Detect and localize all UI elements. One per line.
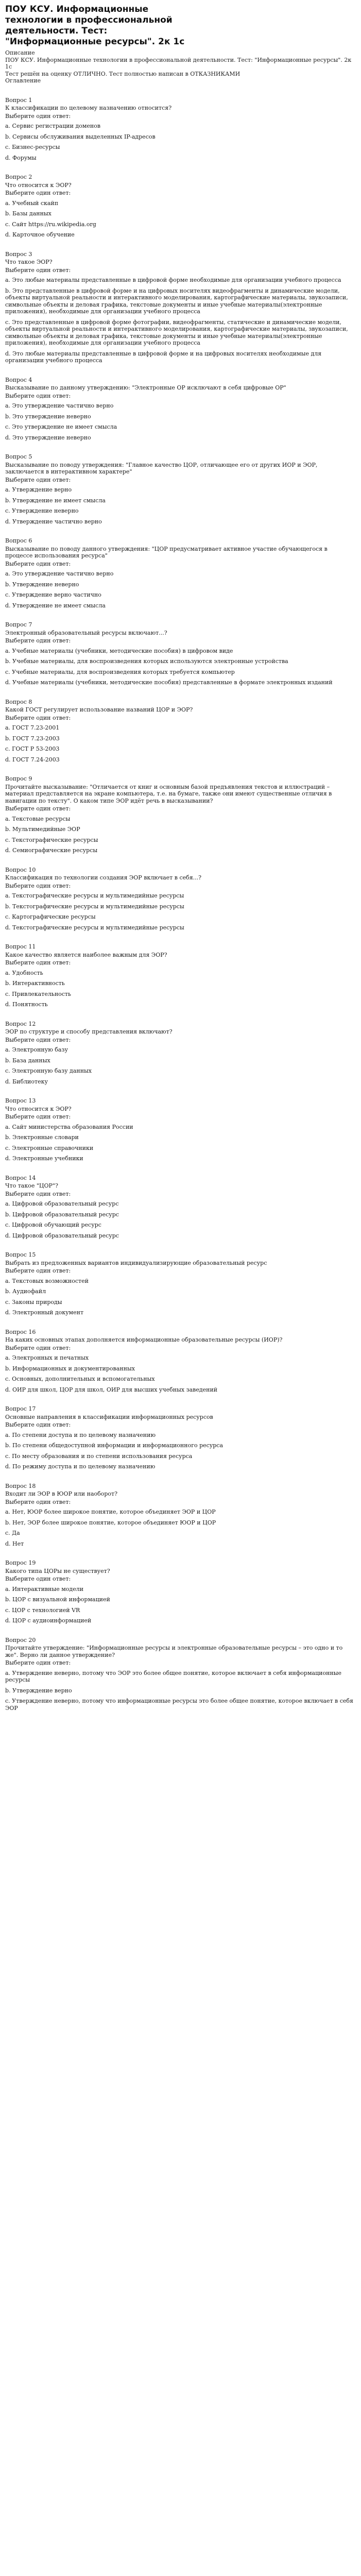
answer-option: d. Это любые материалы представленные в цифровой форме и на цифровых носителях необходимые для организации учебного процесса	[5, 350, 322, 364]
question-block	[5, 1329, 356, 1394]
answer-option: d. По режиму доступа и по целевому назначению	[5, 1463, 156, 1470]
answer-option: d. Утверждение не имеет смысла	[5, 602, 106, 609]
answer-prompt: Выберите один ответ:	[5, 1575, 71, 1582]
question-text: Основные направления в классификации информационных ресурсов	[5, 1413, 213, 1420]
answer-option: b. Мультимедийные ЭОР	[5, 826, 80, 833]
answer-option: b. Электронные словари	[5, 1134, 79, 1141]
answer-options	[5, 570, 356, 609]
answer-option: c. Привлекательность	[5, 990, 72, 997]
answer-option: b. Нет, ЭОР более широкое понятие, которое объединяет ЮОР и ЦОР	[5, 1519, 216, 1526]
answer-prompt: Выберите один ответ:	[5, 392, 71, 399]
answer-option: b. Учебные материалы, для воспроизведения которых используются электронные устройства	[5, 658, 288, 665]
answer-option: c. Сайт https://ru.wikipedia.org	[5, 221, 96, 228]
question-block	[5, 1483, 356, 1548]
question-text: Классификация по технологии создания ЭОР включает в себя...?	[5, 874, 202, 881]
answer-option: c. Бизнес-ресурсы	[5, 144, 60, 150]
answer-option: a. ГОСТ 7.23-2001	[5, 724, 60, 731]
question-block	[5, 1405, 356, 1470]
question-number: Вопрос 6	[5, 537, 32, 544]
question-block	[5, 775, 356, 854]
answer-option: a. Сайт министерства образования России	[5, 1123, 133, 1130]
answer-prompt: Выберите один ответ:	[5, 1421, 71, 1428]
question-text: Что относится к ЭОР?	[5, 181, 72, 189]
contents-label: Оглавление	[5, 77, 41, 84]
question-list	[5, 97, 356, 1712]
answer-prompt: Выберите один ответ:	[5, 805, 71, 812]
question-block	[5, 453, 356, 525]
answer-option: a. Текстовые ресурсы	[5, 815, 71, 822]
question-number: Вопрос 12	[5, 1020, 36, 1027]
answer-option: c. ЦОР с технологией VR	[5, 1606, 80, 1614]
answer-options	[5, 200, 356, 239]
question-block	[5, 943, 356, 1008]
answer-option: b. Утверждение не имеет смысла	[5, 497, 106, 504]
question-block	[5, 621, 356, 686]
question-text: Прочитайте высказывание: "Отличается от книг и основным базой предъявления текстов и иллюстраций – материал представляется на экране компьютера, т.е. на бумаге, также они имеют существенные отличия в навигации по тексту". О каком типе ЭОР идёт речь в высказывании?	[5, 783, 332, 804]
answer-option: a. По степени доступа и по целевому назначению	[5, 1431, 156, 1438]
answer-option: d. Цифровой образовательный ресурс	[5, 1232, 119, 1239]
question-number: Вопрос 2	[5, 174, 32, 180]
description-text: ПОУ КСУ. Информационные технологии в профессиональной деятельности. Тест: "Информационные ресурсы". 2к 1с	[5, 56, 352, 70]
answer-options	[5, 486, 356, 525]
answer-prompt: Выберите один ответ:	[5, 1267, 71, 1274]
answer-option: a. Удобность	[5, 969, 43, 976]
question-number: Вопрос 3	[5, 250, 32, 258]
answer-option: d. ОИР для школ, ЦОР для школ, ОИР для высших учебных заведений	[5, 1386, 218, 1393]
answer-options	[5, 1509, 356, 1547]
answer-option: d. Электронный документ	[5, 1309, 84, 1316]
answer-option: d. Библиотеку	[5, 1078, 48, 1085]
answer-prompt: Выберите один ответ:	[5, 714, 71, 721]
question-number: Вопрос 9	[5, 775, 32, 782]
question-number: Вопрос 15	[5, 1251, 36, 1258]
answer-options	[5, 1046, 356, 1085]
answer-option: a. Электронных и печатных	[5, 1354, 89, 1361]
answer-options	[5, 1586, 356, 1624]
answer-option: b. По степени общедоступной информации и информационного ресурса	[5, 1442, 224, 1449]
answer-option: d. Карточное обучение	[5, 231, 75, 238]
question-number: Вопрос 4	[5, 376, 32, 383]
answer-option: c. Картографические ресурсы	[5, 913, 96, 920]
answer-option: b. Сервисы обслуживания выделенных IP-адресов	[5, 133, 156, 140]
answer-options	[5, 1354, 356, 1393]
question-number: Вопрос 17	[5, 1405, 36, 1412]
answer-options	[5, 277, 356, 364]
question-text: Высказывание по поводу утверждения: "Главное качество ЦОР, отличающее его от других ИОР и ЭОР, заключается в интерактивном характере"	[5, 461, 318, 475]
question-text: Какого типа ЦОРы не существует?	[5, 1567, 110, 1574]
answer-option: b. Аудиофайл	[5, 1288, 46, 1295]
answer-option: d. ГОСТ 7.24-2003	[5, 756, 60, 763]
answer-option: c. Электронные справочники	[5, 1144, 94, 1151]
answer-option: b. ЦОР с визуальной информацией	[5, 1596, 110, 1603]
question-text: Входит ли ЭОР в ЮОР или наоборот?	[5, 1490, 118, 1497]
answer-option: a. Электронную базу	[5, 1046, 68, 1053]
question-number: Вопрос 14	[5, 1174, 36, 1181]
answer-option: c. ГОСТ Р 53-2003	[5, 745, 60, 752]
question-number: Вопрос 5	[5, 453, 32, 460]
document-title: ПОУ КСУ. Информационные технологии в профессиональной деятельности. Тест: "Информационные ресурсы". 2к 1с	[5, 4, 185, 47]
answer-option: a. Учебные материалы (учебники, методические пособия) в цифровом виде	[5, 647, 233, 654]
answer-options	[5, 123, 356, 161]
answer-option: b. Это утверждение неверно	[5, 413, 91, 420]
answer-option: a. Утверждение неверно, потому что ЭОР это более общее понятие, которое включает в себя информационные ресурсы	[5, 1669, 342, 1683]
answer-prompt: Выберите один ответ:	[5, 190, 71, 196]
answer-option: c. Основных, дополнительных и вспомогательных	[5, 1376, 155, 1382]
answer-option: b. ГОСТ 7.23-2003	[5, 735, 60, 742]
answer-prompt: Выберите один ответ:	[5, 476, 71, 483]
answer-option: a. Это любые материалы представленные в цифровой форме необходимые для организации учебного процесса	[5, 277, 341, 283]
answer-prompt: Выберите один ответ:	[5, 1659, 71, 1666]
question-block	[5, 699, 356, 764]
question-text: Что относится к ЭОР?	[5, 1105, 72, 1112]
answer-prompt: Выберите один ответ:	[5, 1113, 71, 1120]
answer-option: a. Интерактивные модели	[5, 1585, 84, 1592]
answer-option: c. По месту образования и по степени использования ресурса	[5, 1452, 193, 1460]
answer-prompt: Выберите один ответ:	[5, 560, 71, 567]
question-text: Прочитайте утверждение: "Информационные ресурсы и электронные образовательные ресурсы – это одно и то же". Верно ли данное утверждение?	[5, 1645, 343, 1658]
question-text: Какой ГОСТ регулирует использование названий ЦОР и ЭОР?	[5, 706, 193, 713]
question-number: Вопрос 7	[5, 621, 32, 628]
question-block	[5, 251, 356, 364]
answer-option: d. Семиографические ресурсы	[5, 847, 98, 854]
answer-prompt: Выберите один ответ:	[5, 1036, 71, 1043]
answer-option: b. Текстографические ресурсы и мультимедийные ресурсы	[5, 903, 184, 910]
answer-option: c. Цифровой обучающий ресурс	[5, 1222, 101, 1228]
question-block	[5, 1021, 356, 1086]
answer-option: c. Утверждение верно частично	[5, 591, 101, 598]
answer-option: a. Сервис регистрации доменов	[5, 123, 101, 129]
answer-options	[5, 892, 356, 931]
answer-option: a. Это утверждение частично верно	[5, 570, 114, 577]
question-block	[5, 1560, 356, 1624]
answer-option: d. Это утверждение неверно	[5, 434, 91, 441]
question-block	[5, 867, 356, 931]
answer-option: b. Информационных и документированных	[5, 1365, 135, 1372]
answer-option: d. Электронные учебники	[5, 1155, 83, 1162]
answer-option: a. Это утверждение частично верно	[5, 402, 114, 409]
answer-option: d. Утверждение частично верно	[5, 518, 102, 525]
answer-option: c. Учебные материалы, для воспроизведения которых требуется компьютер	[5, 668, 235, 675]
answer-options	[5, 1278, 356, 1316]
question-block	[5, 1251, 356, 1316]
answer-option: c. Утверждение неверно, потому что информационные ресурсы это более общее понятие, которое включает в себя ЭОР	[5, 1698, 353, 1711]
answer-option: c. Законы природы	[5, 1298, 62, 1306]
answer-options	[5, 1432, 356, 1470]
answer-prompt: Выберите один ответ:	[5, 1498, 71, 1505]
question-block	[5, 1097, 356, 1162]
question-text: Электронный образовательный ресурсы включают...?	[5, 629, 167, 636]
question-number: Вопрос 19	[5, 1560, 36, 1566]
answer-prompt: Выберите один ответ:	[5, 1344, 71, 1351]
question-number: Вопрос 10	[5, 866, 36, 873]
question-number: Вопрос 13	[5, 1097, 36, 1104]
question-number: Вопрос 16	[5, 1328, 36, 1335]
question-block	[5, 537, 356, 609]
answer-option: b. База данных	[5, 1057, 50, 1064]
question-text: Что такое ЭОР?	[5, 259, 53, 265]
answer-options	[5, 816, 356, 854]
question-block	[5, 97, 356, 162]
answer-options	[5, 1200, 356, 1239]
question-block	[5, 1175, 356, 1240]
question-block	[5, 174, 356, 239]
description-note: Тест решён на оценку ОТЛИЧНО. Тест полностью написан в ОТКАЗНИКАМИ	[5, 70, 240, 77]
answer-prompt: Выберите один ответ:	[5, 112, 71, 120]
answer-prompt: Выберите один ответ:	[5, 637, 71, 644]
question-text: Какое качество является наиболее важным для ЭОР?	[5, 951, 167, 958]
answer-option: b. Утверждение неверно	[5, 581, 79, 588]
question-block	[5, 1637, 356, 1712]
question-text: Что такое "ЦОР"?	[5, 1182, 58, 1189]
question-number: Вопрос 11	[5, 943, 36, 950]
question-block	[5, 377, 356, 442]
answer-options	[5, 970, 356, 1008]
answer-option: b. Цифровой образовательный ресурс	[5, 1211, 119, 1218]
question-text: Выбрать из предложенных вариантов индивидуализирующие образовательный ресурс	[5, 1259, 267, 1266]
answer-options	[5, 1670, 356, 1712]
answer-option: c. Утверждение неверно	[5, 507, 79, 514]
answer-prompt: Выберите один ответ:	[5, 266, 71, 274]
question-number: Вопрос 1	[5, 96, 32, 104]
answer-option: a. Учебный скайп	[5, 199, 59, 207]
answer-option: a. Нет, ЮОР более широкое понятие, которое объединяет ЭОР и ЦОР	[5, 1509, 216, 1515]
answer-prompt: Выберите один ответ:	[5, 882, 71, 889]
answer-option: a. Цифровой образовательный ресурс	[5, 1200, 119, 1207]
answer-prompt: Выберите один ответ:	[5, 959, 71, 966]
answer-options	[5, 648, 356, 686]
question-text: На каких основных этапах дополняется информационные образовательные ресурсы (ИОР)?	[5, 1336, 283, 1343]
description-label: Описание	[5, 49, 35, 56]
answer-options	[5, 402, 356, 441]
answer-option: c. Это утверждение не имеет смысла	[5, 423, 117, 430]
answer-option: a. Утверждение верно	[5, 486, 72, 493]
question-number: Вопрос 20	[5, 1636, 36, 1643]
answer-option: a. Текстовых возможностей	[5, 1277, 89, 1284]
answer-option: b. Базы данных	[5, 210, 51, 217]
answer-option: d. Форумы	[5, 154, 37, 161]
answer-option: d. ЦОР с аудиоинформацией	[5, 1617, 92, 1624]
answer-prompt: Выберите один ответ:	[5, 1190, 71, 1197]
answer-option: b. Утверждение верно	[5, 1687, 72, 1694]
answer-option: b. Интерактивность	[5, 980, 65, 987]
question-text: Высказывание по поводу данного утверждения: "ЦОР предусматривает активное участие обучающегося в процессе использования ресурса"	[5, 545, 328, 559]
answer-option: c. Электронную базу данных	[5, 1067, 92, 1074]
answer-option: c. Да	[5, 1530, 20, 1536]
question-text: К классификации по целевому назначению относится?	[5, 105, 172, 111]
answer-option: a. Текстографические ресурсы и мультимедийные ресурсы	[5, 892, 184, 899]
answer-option: d. Понятность	[5, 1001, 48, 1008]
question-number: Вопрос 18	[5, 1482, 36, 1489]
answer-option: b. Это представленные в цифровой форме и на цифровых носителях видеофрагменты и динамические модели, объекты виртуальной реальности и интерактивного моделирования, картографические материалы, звукозаписи, символьные объекты и деловая графика, текстовые документы и иные учебные материалы(электронные приложения), необходимые для организации учебного процесса	[5, 287, 348, 315]
answer-options	[5, 1124, 356, 1162]
answer-option: d. Учебные материалы (учебники, методические пособия) представленные в формате электронных изданий	[5, 679, 333, 686]
answer-option: d. Нет	[5, 1540, 24, 1547]
question-number: Вопрос 8	[5, 698, 32, 705]
answer-option: c. Текстографические ресурсы	[5, 836, 98, 843]
question-text: ЭОР по структуре и способу представления включают?	[5, 1028, 173, 1035]
answer-options	[5, 724, 356, 763]
answer-option: c. Это представленные в цифровой форме фотографии, видеофрагменты, статические и динамические модели, объекты виртуальной реальности и интерактивного моделирования, картографические материалы, звукозаписи, символьные объекты и деловая графика, текстовые документы и иные учебные материалы(электронные приложения), необходимые для организации учебного процесса	[5, 318, 348, 346]
answer-option: d. Текстографические ресурсы и мультимедийные ресурсы	[5, 924, 184, 931]
question-text: Высказывание по данному утверждению: "Электронные ОР исключают в себя цифровые ОР"	[5, 384, 286, 391]
